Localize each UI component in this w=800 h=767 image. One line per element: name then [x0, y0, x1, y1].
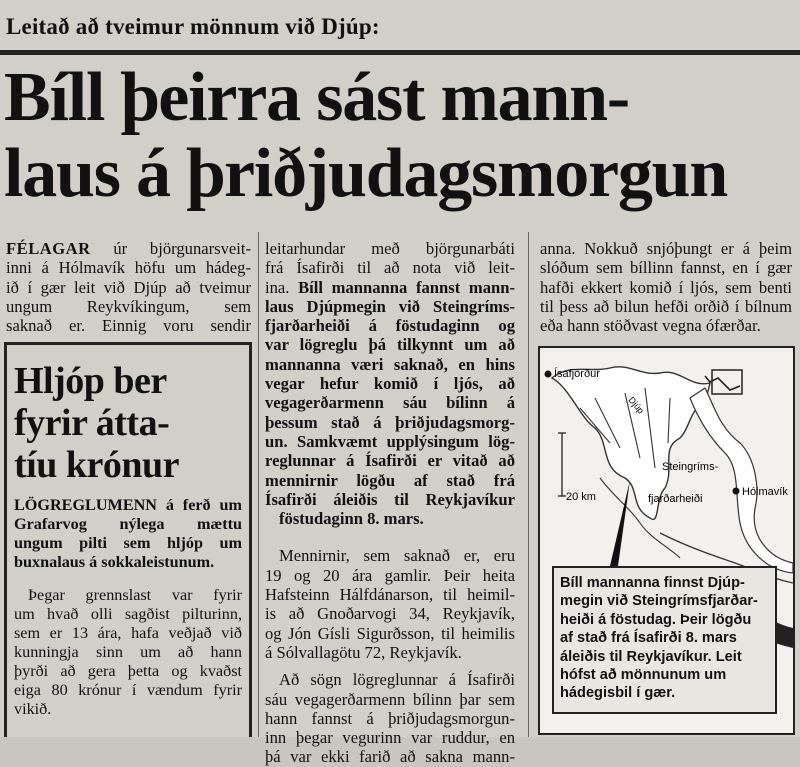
headline — [4, 60, 799, 211]
col2-line: 19 og 20 ára gamlir. Þeir heita — [265, 565, 515, 585]
caption-line: áleiðis til Reykjavíkur. Leit — [560, 648, 742, 665]
holmavik-dot — [733, 488, 740, 495]
map-label-djup: Djúp — [626, 394, 647, 416]
sidebar-line: eiga 80 krónur í vændum fyrir — [14, 681, 242, 699]
col3-line: til þess að bilun hefði orðið í bílnum — [540, 296, 792, 316]
col3-line: anna. Nokkuð snjóþungt er á þeim — [540, 239, 792, 258]
col2-bold-text: Bíll mannanna fannst mann- — [289, 277, 515, 297]
col2-line: Að sögn lögreglunnar á Ísafirði — [279, 670, 515, 690]
caption-line: megin við Steingrímsfjarðar- — [560, 593, 758, 610]
map-label-steingrims: Steingríms- — [662, 461, 719, 473]
article-column-3 — [540, 239, 792, 335]
col3-line: hafði ekkert komið í ljós, sem benti — [540, 277, 792, 297]
caption-line: af stað frá Ísafirði 8. mars — [560, 630, 737, 647]
col2-bold-line: mennirnir lögðu af stað frá — [265, 470, 515, 490]
sidebar-headline-line: tíu krónur — [14, 444, 179, 486]
col2-bold-line: vegar hefur komið í ljós, að — [265, 374, 515, 394]
article-lead-word: FÉLAGAR — [6, 239, 91, 258]
col2-bold-line: reglunnar á Ísafirði er vitað að — [265, 451, 515, 471]
sidebar-line: Þegar grennslast var fyrir — [28, 586, 242, 604]
headline-line-1: Bíll þeirra sást mann- — [4, 59, 629, 136]
col1-line-text: úr björgunarsveit- — [90, 239, 251, 258]
sidebar-lead-line: LÖGREGLUMENN á ferð um — [14, 496, 242, 514]
col2-line-text: ina. — [265, 277, 290, 297]
sidebar-lead-line: buxnalaus á sokkaleistunum. — [14, 553, 215, 571]
sidebar-line: sem er 13 ára, hafa veðjað við — [14, 624, 242, 642]
isafjordur-dot — [545, 371, 552, 378]
col3-line: slóðum sem bíllinn fannst, en í gær — [540, 258, 792, 278]
sidebar-line: um hvað olli sagðist pilturinn, — [14, 605, 242, 623]
top-rule — [0, 50, 800, 55]
sidebar-lead-line: Grafarvog nýlega mættu — [14, 515, 242, 533]
col2-line: og Jón Gísli Sigurðsson, til heimilis — [265, 623, 515, 643]
sidebar-body — [14, 496, 242, 719]
article-column-1 — [6, 239, 251, 335]
sidebar-line: þyrði að gera þetta og kvaðst — [14, 662, 242, 680]
col2-bold-line: mannanna væri saknað, en hins — [265, 354, 515, 374]
map-label-heidi: fjarðarheiði — [648, 493, 703, 505]
col2-bold-line: þessum stað á þriðjudagsmorg- — [265, 412, 515, 432]
article-column-2 — [265, 239, 515, 767]
caption-line: hófst að mönnunum um — [560, 667, 727, 684]
map-caption — [552, 566, 777, 714]
col2-line: inn þegar vegurinn var ruddur, en — [265, 728, 515, 748]
headline-line-2: laus á þriðjudagsmorgun — [4, 134, 728, 212]
sidebar-line: kunningja sinn um að hann — [14, 643, 242, 661]
col1-line: ið í gær leit við Djúp að tveimur — [6, 277, 251, 297]
col2-line: sáu vegagerðarmenn bílinn þar sem — [265, 689, 515, 709]
col2-line: leitarhundar með björgunarbáti — [265, 239, 515, 258]
col2-bold-line: var lögreglu þá tilkynnt um að — [265, 335, 515, 355]
sidebar-lead-line: ungum pilti sem hljóp um — [14, 534, 242, 552]
col2-line: is að Gnoðarvogi 34, Reykjavík, — [265, 604, 515, 624]
col2-line: þá var ekki farið að sakna mann- — [265, 747, 515, 767]
col2-line — [265, 278, 515, 297]
col1-line: ungum Reykvíkingum, sem — [6, 296, 251, 316]
sidebar-line: vikið. — [14, 700, 52, 718]
col2-bold-line: laus Djúpmegin við Steingríms- — [265, 296, 515, 316]
sidebar-headline-line: fyrir átta- — [14, 402, 170, 444]
map-scale-label: 20 km — [566, 491, 596, 503]
col2-line: Hafsteinn Hálfdánarson, til heimil- — [265, 585, 515, 605]
col1-line — [6, 239, 251, 258]
map-label-holmavik: Hólmavík — [742, 486, 788, 498]
col3-line: eða hann stöðvast vegna ófærðar. — [540, 316, 761, 336]
col2-bold-line: fjarðarheiði á föstudaginn og — [265, 316, 515, 336]
sidebar-lead — [14, 496, 242, 572]
kicker: Leitað að tveimur mönnum við Djúp: — [6, 14, 380, 39]
col2-bold-line: vegagerðarmenn sáu bílinn á — [265, 393, 515, 413]
sidebar-paragraph — [14, 586, 242, 719]
caption-line: hádegisbil í gær. — [560, 685, 676, 702]
col2-line: Mennirnir, sem saknað er, eru — [279, 546, 515, 566]
sidebar-headline-line: Hljóp ber — [14, 360, 167, 402]
column-divider-2 — [528, 232, 529, 737]
col2-line: frá Ísafirði til að nota við leit- — [265, 258, 515, 278]
col2-line: á Sólvallagötu 72, Reykjavík. — [265, 642, 462, 662]
col1-line: inni á Hólmavík höfu um hádeg- — [6, 258, 251, 278]
column-divider-1 — [258, 232, 259, 737]
col2-bold-line: un. Samkvæmt upplýsingum lög- — [265, 431, 515, 451]
sidebar-headline — [14, 360, 244, 486]
caption-line: Bíll mannanna finnst Djúp- — [560, 575, 745, 591]
map-label-isafjordur: Ísafjörður — [554, 368, 600, 380]
col2-line: hann fannst á þriðjudagsmorgun- — [265, 708, 515, 728]
col2-bold-line: Ísafirði áleiðis til Reykjavíkur — [265, 489, 515, 509]
caption-line: heiði á föstudag. Þeir lögðu — [560, 611, 752, 628]
col1-line: saknað er. Einnig voru sendir — [6, 316, 251, 336]
col2-bold-line: föstudaginn 8. mars. — [279, 509, 424, 529]
